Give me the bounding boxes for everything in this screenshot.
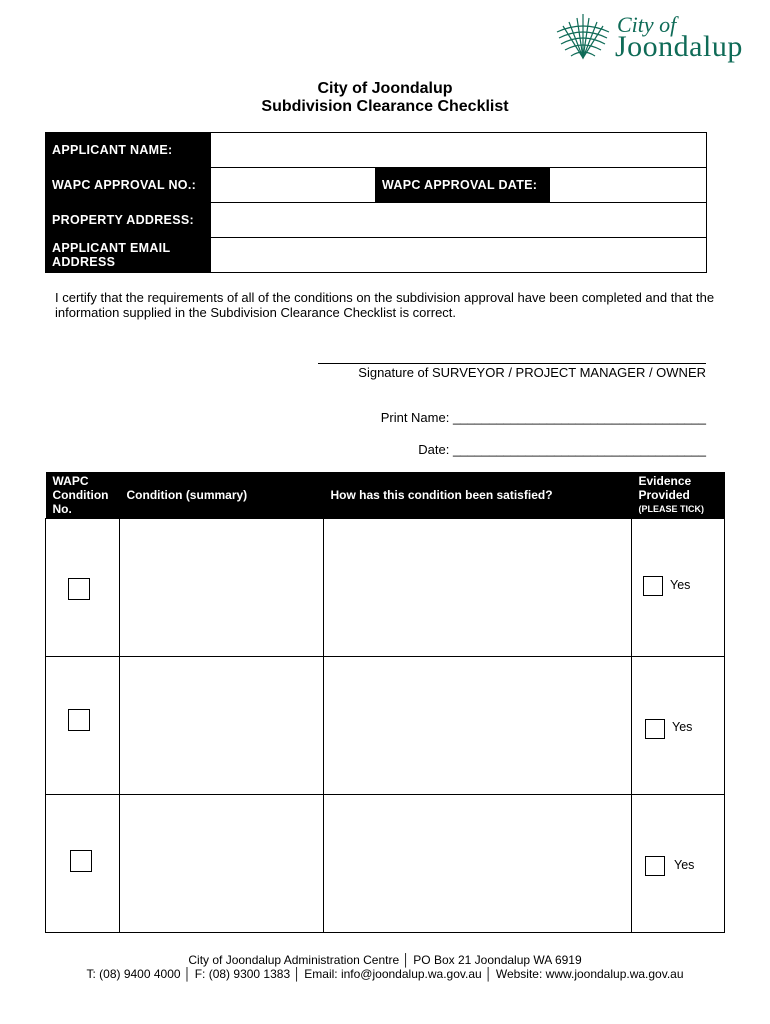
evidence-yes-label: Yes xyxy=(670,578,691,592)
wapc-approval-date-label: WAPC APPROVAL DATE: xyxy=(376,168,550,203)
evidence-yes-checkbox[interactable] xyxy=(645,719,665,739)
evidence-yes-label: Yes xyxy=(672,720,693,734)
condition-summary-cell[interactable] xyxy=(120,519,324,657)
header-evidence-provided xyxy=(632,472,725,519)
document-title: City of Joondalup xyxy=(317,80,453,97)
property-address-label: PROPERTY ADDRESS: xyxy=(46,203,211,238)
how-satisfied-cell[interactable] xyxy=(324,657,632,795)
table-row xyxy=(46,795,725,933)
wapc-approval-date-field[interactable] xyxy=(550,168,707,203)
evidence-cell xyxy=(632,795,725,933)
wapc-approval-no-label: WAPC APPROVAL NO.: xyxy=(46,168,211,203)
condition-summary-cell[interactable] xyxy=(120,657,324,795)
header-evidence-line-2: Provided xyxy=(638,488,690,502)
logo-line-2: Joondalup xyxy=(615,30,743,63)
evidence-yes-checkbox[interactable] xyxy=(645,856,665,876)
document-subtitle: Subdivision Clearance Checklist xyxy=(261,98,509,115)
conditions-header-row xyxy=(46,472,725,519)
date-field[interactable]: Date: ___________________________________ xyxy=(418,442,706,457)
applicant-info-table xyxy=(45,132,707,273)
footer-address: City of Joondalup Administration Centre │ PO Box 21 Joondalup WA 6919 xyxy=(188,953,582,967)
evidence-cell xyxy=(632,519,725,657)
evidence-yes-label: Yes xyxy=(674,858,695,872)
how-satisfied-cell[interactable] xyxy=(324,519,632,657)
wapc-approval-no-field[interactable] xyxy=(211,168,376,203)
header-wapc-line-2: Condition xyxy=(52,488,109,502)
applicant-name-label: APPLICANT NAME: xyxy=(46,133,211,168)
applicant-email-label-line-2: ADDRESS xyxy=(52,255,116,269)
conditions-table xyxy=(45,472,725,933)
condition-summary-cell[interactable] xyxy=(120,795,324,933)
applicant-email-field[interactable] xyxy=(211,238,707,273)
condition-no-cell xyxy=(46,795,120,933)
applicant-name-field[interactable] xyxy=(211,133,707,168)
condition-checkbox[interactable] xyxy=(70,850,92,872)
header-condition-summary: Condition (summary) xyxy=(120,472,324,519)
evidence-yes-checkbox[interactable] xyxy=(643,576,663,596)
palm-emblem-icon xyxy=(553,10,613,60)
condition-no-cell xyxy=(46,657,120,795)
condition-checkbox[interactable] xyxy=(68,578,90,600)
header-please-tick: (PLEASE TICK) xyxy=(638,504,705,514)
evidence-cell xyxy=(632,657,725,795)
header-wapc-line-1: WAPC xyxy=(52,474,89,488)
signature-label: Signature of SURVEYOR / PROJECT MANAGER / OWNER xyxy=(358,365,706,380)
footer-contacts: T: (08) 9400 4000 │ F: (08) 9300 1383 │ Email: info@joondalup.wa.gov.au │ Website: www.joondalup.wa.gov.au xyxy=(86,967,684,981)
signature-line[interactable] xyxy=(318,363,706,364)
logo-line-1: City of xyxy=(617,12,677,37)
condition-no-cell xyxy=(46,519,120,657)
header-evidence-line-1: Evidence xyxy=(638,474,692,488)
header-wapc-condition-no xyxy=(46,472,120,519)
city-logo xyxy=(553,10,743,66)
applicant-email-label xyxy=(46,238,211,273)
property-address-field[interactable] xyxy=(211,203,707,238)
header-wapc-line-3: No. xyxy=(52,502,72,516)
certification-statement: I certify that the requirements of all of the conditions on the subdivision approval have been completed and that the information supplied in the Subdivision Clearance Checklist is correct. xyxy=(55,290,715,320)
print-name-field[interactable]: Print Name: ___________________________________ xyxy=(380,410,706,425)
header-how-satisfied: How has this condition been satisfied? xyxy=(324,472,632,519)
applicant-email-label-line-1: APPLICANT EMAIL xyxy=(52,241,171,255)
table-row xyxy=(46,657,725,795)
how-satisfied-cell[interactable] xyxy=(324,795,632,933)
table-row xyxy=(46,519,725,657)
condition-checkbox[interactable] xyxy=(68,709,90,731)
